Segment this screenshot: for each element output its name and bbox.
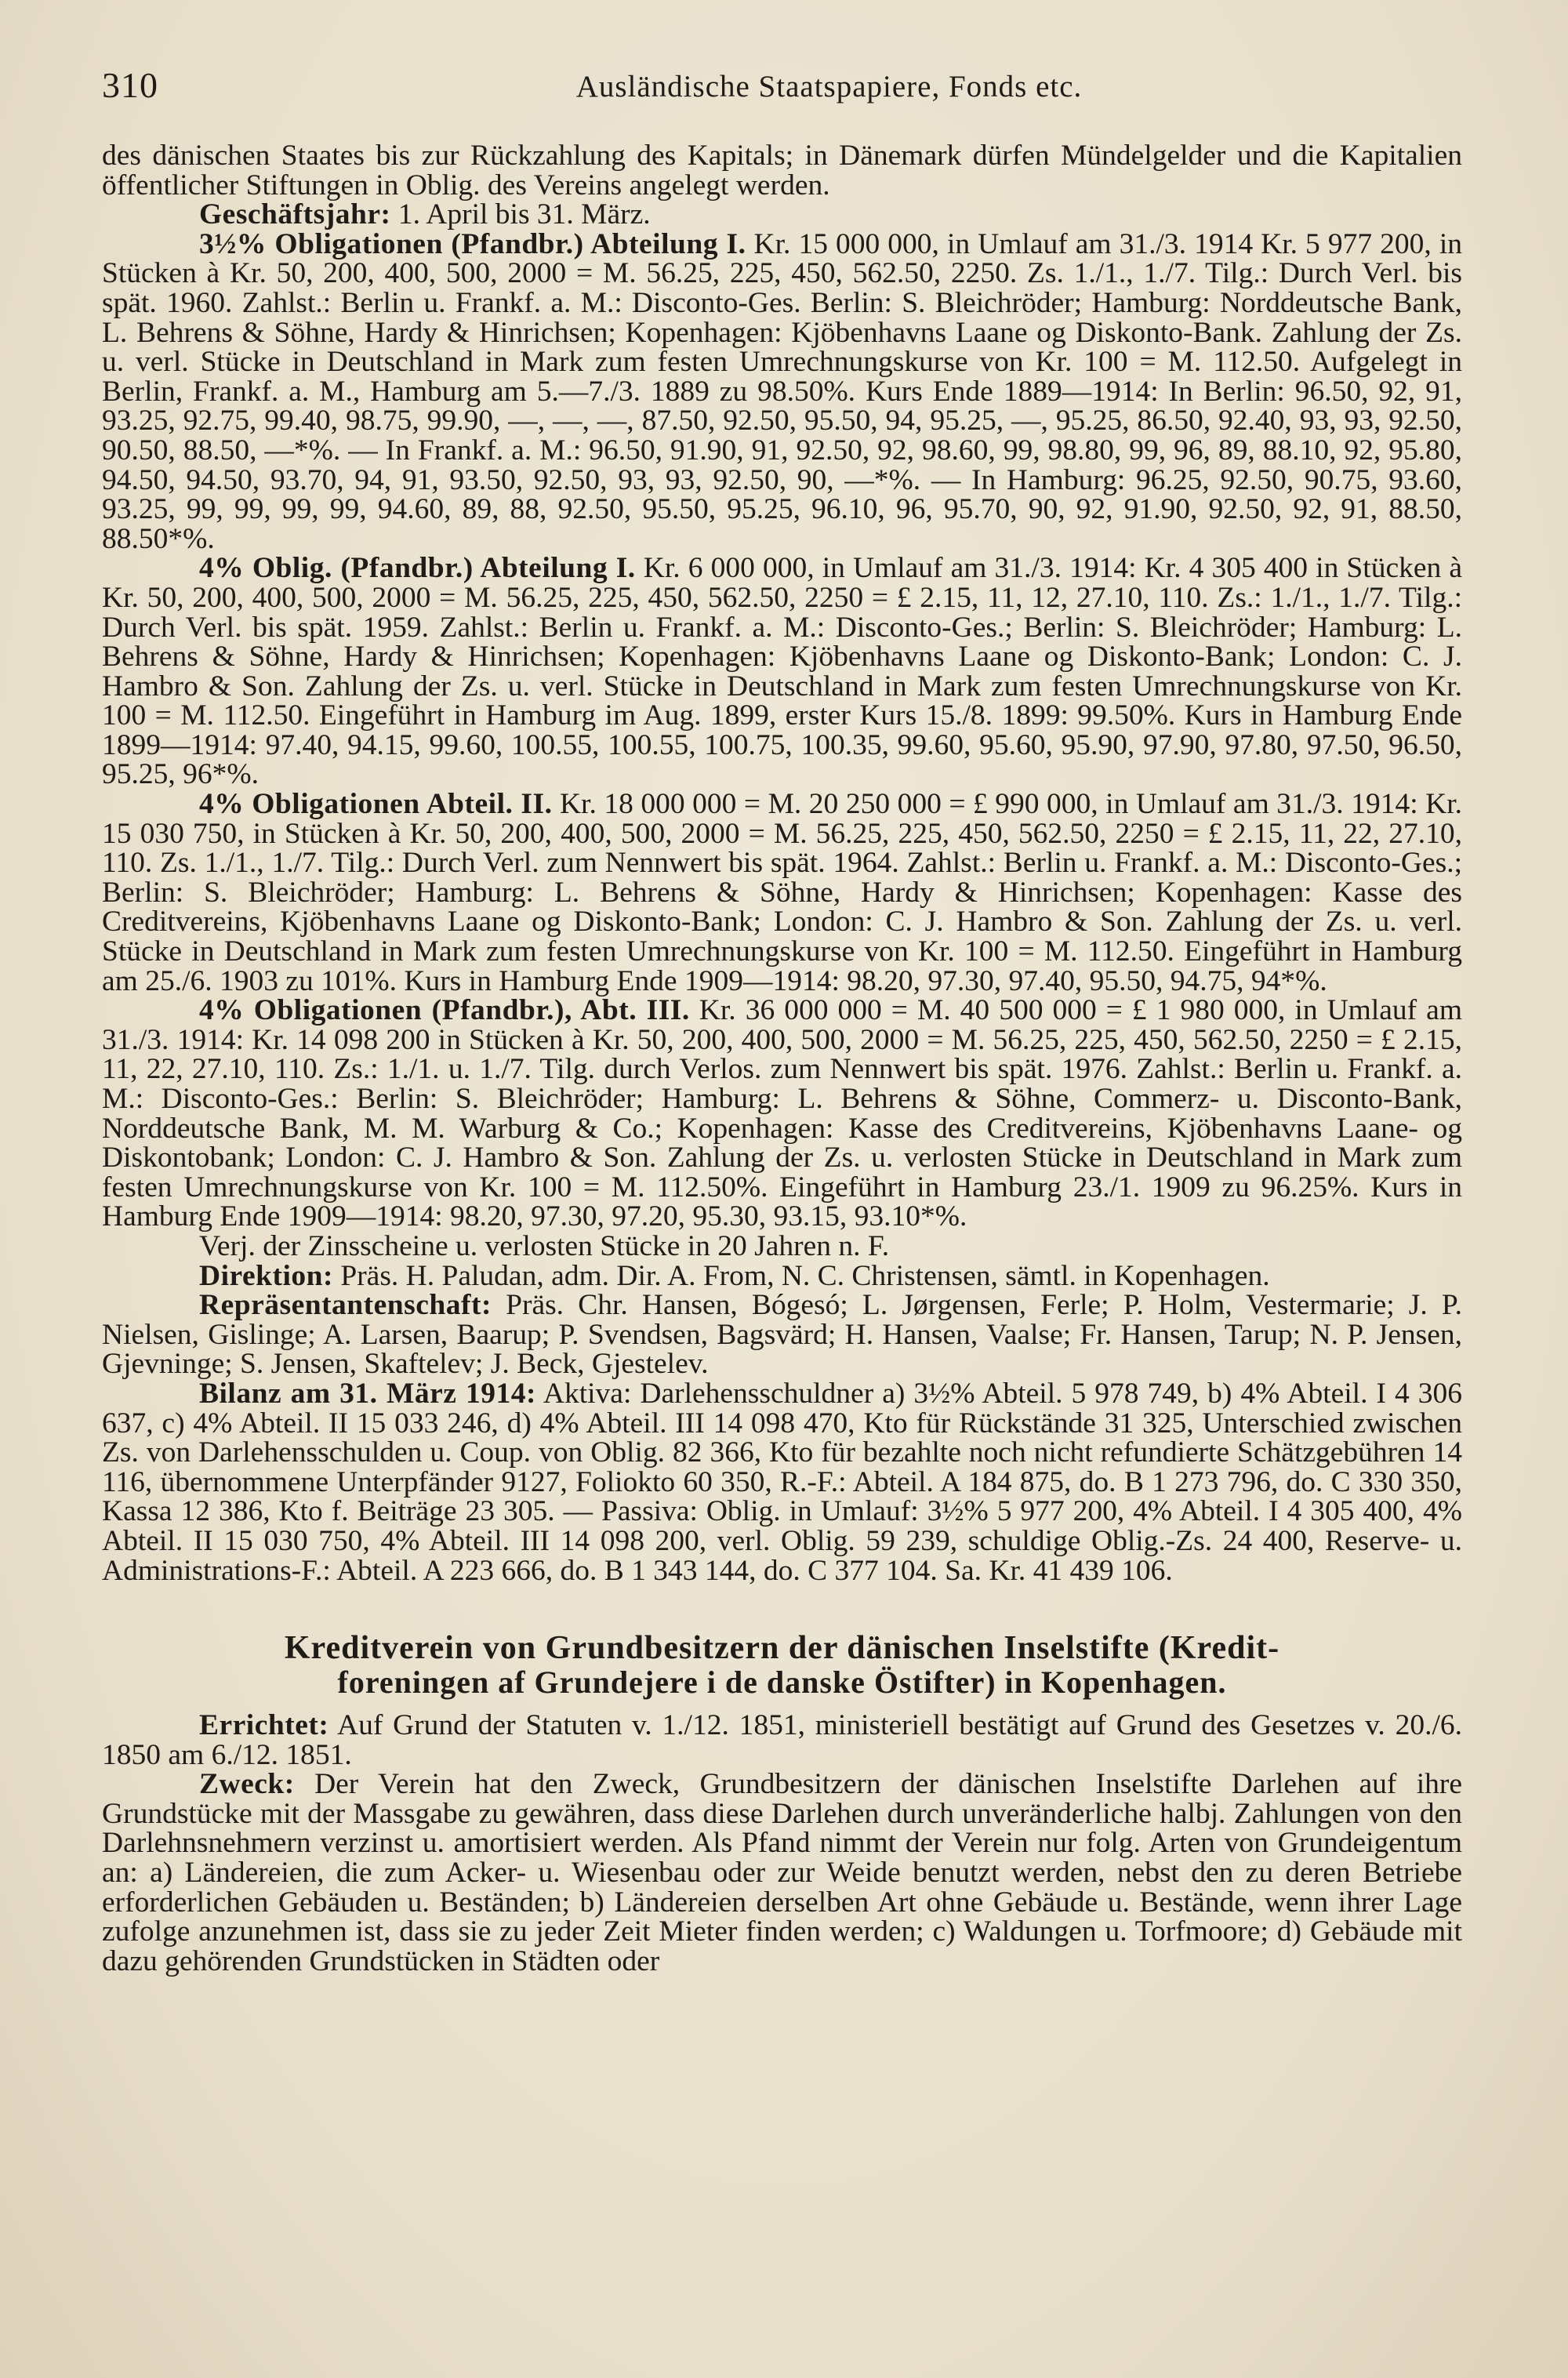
paragraph-label: Zweck:	[199, 1768, 295, 1801]
paragraph-repraesentantenschaft: Repräsentantenschaft: Präs. Chr. Hansen, Bógesó; L. Jørgensen, Ferle; P. Holm, Vestermarie; J. P. Nielsen, Gislinge; A. Larsen, Baarup; P. Svendsen, Bagsvärd; H. Hansen, Vaalse; Fr. Hansen, Tarup; N. P. Jensen, Gjevninge; S. Jensen, Skaftelev; J. Beck, Gjestelev.	[102, 1289, 1462, 1381]
paragraph-intro: des dänischen Staates bis zur Rückzahlung des Kapitals; in Dänemark dürfen Mündelgelder und die Kapitalien öffentlicher Stiftungen in Oblig. des Vereins angelegt werden.	[102, 140, 1462, 201]
page-number: 310	[102, 65, 158, 105]
page-header	[102, 61, 1462, 108]
section-title	[102, 1631, 1462, 1700]
paragraph-label: 3½% Obligationen (Pfandbr.) Abteilung I.	[199, 227, 746, 260]
section-title-line-2: foreningen af Grundejere i de danske Östifter) in Kopenhagen.	[337, 1665, 1227, 1701]
paragraph-label: Direktion:	[199, 1259, 333, 1292]
paragraph-label: Errichtet:	[199, 1709, 329, 1742]
paragraph-label: 4% Obligationen (Pfandbr.), Abt. III.	[199, 994, 690, 1027]
paragraph-label: 4% Oblig. (Pfandbr.) Abteilung I.	[199, 552, 636, 585]
paragraph-errichtet: Errichtet: Auf Grund der Statuten v. 1./12. 1851, ministeriell bestätigt auf Grund des Gesetzes v. 20./6. 1850 am 6./12. 1851.	[102, 1709, 1462, 1771]
paragraph-label: Bilanz am 31. März 1914:	[199, 1377, 536, 1410]
paragraph-bilanz: Bilanz am 31. März 1914: Aktiva: Darlehensschuldner a) 3½% Abteil. 5 978 749, b) 4% Abteil. I 4 306 637, c) 4% Abteil. II 15 033 246, d) 4% Abteil. III 14 098 470, Kto für Rückstände 31 325, Unterschied zwischen Zs. von Darlehensschulden u. Coup. von Oblig. 82 366, Kto für bezahlte noch nicht refundierte Schätzgebühren 14 116, übernommene Unterpfänder 9127, Foliokto 60 350, R.-F.: Abteil. A 184 875, do. B 1 273 796, do. C 330 350, Kassa 12 386, Kto f. Beiträge 23 305. — Passiva: Oblig. in Umlauf: 3½% 5 977 200, 4% Abteil. I 4 305 400, 4% Abteil. II 15 030 750, 4% Abteil. III 14 098 200, verl. Oblig. 59 239, schuldige Oblig.-Zs. 24 400, Reserve- u. Administrations-F.: Abteil. A 223 666, do. B 1 343 144, do. C 377 104. Sa. Kr. 41 439 106.	[102, 1377, 1462, 1587]
paragraph-obligationen-4-abt-2: 4% Obligationen Abteil. II. Kr. 18 000 000 = M. 20 250 000 = £ 990 000, in Umlauf am 31./3. 1914: Kr. 15 030 750, in Stücken à Kr. 50, 200, 400, 500, 2000 = M. 56.25, 225, 450, 562.50, 2250 = £ 2.15, 11, 22, 27.10, 110. Zs. 1./1., 1./7. Tilg.: Durch Verl. zum Nennwert bis spät. 1964. Zahlst.: Berlin u. Frankf. a. M.: Disconto-Ges.; Berlin: S. Bleichröder; Hamburg: L. Behrens & Söhne, Hardy & Hinrichsen; Kopenhagen: Kasse des Creditvereins, Kjöbenhavns Laane og Diskonto-Bank; London: C. J. Hambro & Son. Zahlung der Zs. u. verl. Stücke in Deutschland in Mark zum festen Umrechnungskurse von Kr. 100 = M. 112.50. Eingeführt in Hamburg am 25./6. 1903 zu 101%. Kurs in Hamburg Ende 1909—1914: 98.20, 97.30, 97.40, 95.50, 94.75, 94*%.	[102, 788, 1462, 997]
paragraph-verjaehrung: Verj. der Zinsscheine u. verlosten Stücke in 20 Jahren n. F.	[199, 1229, 890, 1262]
section-title-line-1: Kreditverein von Grundbesitzern der dänischen Inselstifte (Kredit-	[284, 1630, 1280, 1667]
paragraph-direktion: Direktion: Präs. H. Paludan, adm. Dir. A. From, N. C. Christensen, sämtl. in Kopenhagen.	[199, 1259, 1270, 1292]
paragraph-obligationen-3-5-abt-1: 3½% Obligationen (Pfandbr.) Abteilung I. Kr. 15 000 000, in Umlauf am 31./3. 1914 Kr. 5 977 200, in Stücken à Kr. 50, 200, 400, 500, 2000 = M. 56.25, 225, 450, 562.50, 2250. Zs. 1./1., 1./7. Tilg.: Durch Verl. bis spät. 1960. Zahlst.: Berlin u. Frankf. a. M.: Disconto-Ges. Berlin: S. Bleichröder; Hamburg: Norddeutsche Bank, L. Behrens & Söhne, Hardy & Hinrichsen; Kopenhagen: Kjöbenhavns Laane og Diskonto-Bank. Zahlung der Zs. u. verl. Stücke in Deutschland in Mark zum festen Umrechnungskurse von Kr. 100 = M. 112.50. Aufgelegt in Berlin, Frankf. a. M., Hamburg am 5.—7./3. 1889 zu 98.50%. Kurs Ende 1889—1914: In Berlin: 96.50, 92, 91, 93.25, 92.75, 99.40, 98.75, 99.90, —, —, —, 87.50, 92.50, 95.50, 94, 95.25, —, 95.25, 86.50, 92.40, 93, 93, 92.50, 90.50, 88.50, —*%. — In Frankf. a. M.: 96.50, 91.90, 91, 92.50, 92, 98.60, 99, 98.80, 99, 96, 89, 88.10, 92, 95.80, 94.50, 94.50, 93.70, 94, 91, 93.50, 92.50, 93, 93, 92.50, 90, —*%. — In Hamburg: 96.25, 92.50, 90.75, 93.60, 93.25, 99, 99, 99, 99, 94.60, 89, 88, 92.50, 95.50, 95.25, 96.10, 96, 95.70, 90, 92, 91.90, 92.50, 92, 91, 88.50, 88.50*%.	[102, 227, 1462, 555]
running-head: Ausländische Staatspapiere, Fonds etc.	[575, 70, 1083, 103]
paragraph-oblig-4-abt-1: 4% Oblig. (Pfandbr.) Abteilung I. Kr. 6 000 000, in Umlauf am 31./3. 1914: Kr. 4 305 400 in Stücken à Kr. 50, 200, 400, 500, 2000 = M. 56.25, 225, 450, 562.50, 2250 = £ 2.15, 11, 12, 27.10, 110. Zs.: 1./1., 1./7. Tilg.: Durch Verl. bis spät. 1959. Zahlst.: Berlin u. Frankf. a. M.: Disconto-Ges.; Berlin: S. Bleichröder; Hamburg: L. Behrens & Söhne, Hardy & Hinrichsen; Kopenhagen: Kjöbenhavns Laane og Diskonto-Bank; London: C. J. Hambro & Son. Zahlung der Zs. u. verl. Stücke in Deutschland in Mark zum festen Umrechnungskurse von Kr. 100 = M. 112.50. Eingeführt in Hamburg im Aug. 1899, erster Kurs 15./8. 1899: 99.50%. Kurs in Hamburg Ende 1899—1914: 97.40, 94.15, 99.60, 100.55, 100.55, 100.75, 100.35, 99.60, 95.60, 95.90, 97.90, 97.80, 97.50, 96.50, 95.25, 96*%.	[102, 552, 1462, 791]
paragraph-geschaeftsjahr: Geschäftsjahr: 1. April bis 31. März.	[199, 198, 651, 231]
paragraph-obligationen-4-abt-3: 4% Obligationen (Pfandbr.), Abt. III. Kr. 36 000 000 = M. 40 500 000 = £ 1 980 000, in Umlauf am 31./3. 1914: Kr. 14 098 200 in Stücken à Kr. 50, 200, 400, 500, 2000 = M. 56.25, 225, 450, 562.50, 2250 = £ 2.15, 11, 22, 27.10, 110. Zs.: 1./1. u. 1./7. Tilg. durch Verlos. zum Nennwert bis spät. 1976. Zahlst.: Berlin u. Frankf. a. M.: Disconto-Ges.: Berlin: S. Bleichröder; Hamburg: L. Behrens & Söhne, Commerz- u. Disconto-Bank, Norddeutsche Bank, M. M. Warburg & Co.; Kopenhagen: Kasse des Creditvereins, Kjöbenhavns Laane- og Diskontobank; London: C. J. Hambro & Son. Zahlung der Zs. u. verlosten Stücke in Deutschland in Mark zum festen Umrechnungskurse von Kr. 100 = M. 112.50%. Eingeführt in Hamburg 23./1. 1909 zu 96.25%. Kurs in Hamburg Ende 1909—1914: 98.20, 97.30, 97.20, 95.30, 93.15, 93.10*%.	[102, 994, 1462, 1233]
paragraph-zweck: Zweck: Der Verein hat den Zweck, Grundbesitzern der dänischen Inselstifte Darlehen auf ihre Grundstücke mit der Massgabe zu gewähren, dass diese Darlehen durch unveränderliche halbj. Zahlungen von den Darlehnsnehmern verzinst u. amortisiert werden. Als Pfand nimmt der Verein nur folg. Arten von Grundeigentum an: a) Ländereien, die zum Acker- u. Wiesenbau oder zur Weide benutzt werden, nebst den zu deren Betriebe erforderlichen Gebäuden u. Beständen; b) Ländereien derselben Art ohne Gebäude u. Bestände, wenn ihrer Lage zufolge anzunehmen ist, dass sie zu jeder Zeit Mieter finden werden; c) Waldungen u. Torfmoore; d) Gebäude mit dazu gehörenden Grundstücken in Städten oder	[102, 1768, 1462, 1977]
body-text-section	[102, 1711, 1462, 1976]
paragraph-label: Geschäftsjahr:	[199, 198, 391, 231]
paragraph-label: 4% Obligationen Abteil. II.	[199, 788, 553, 821]
body-text-top	[102, 141, 1462, 1585]
paragraph-label: Repräsentantenschaft:	[199, 1289, 492, 1322]
